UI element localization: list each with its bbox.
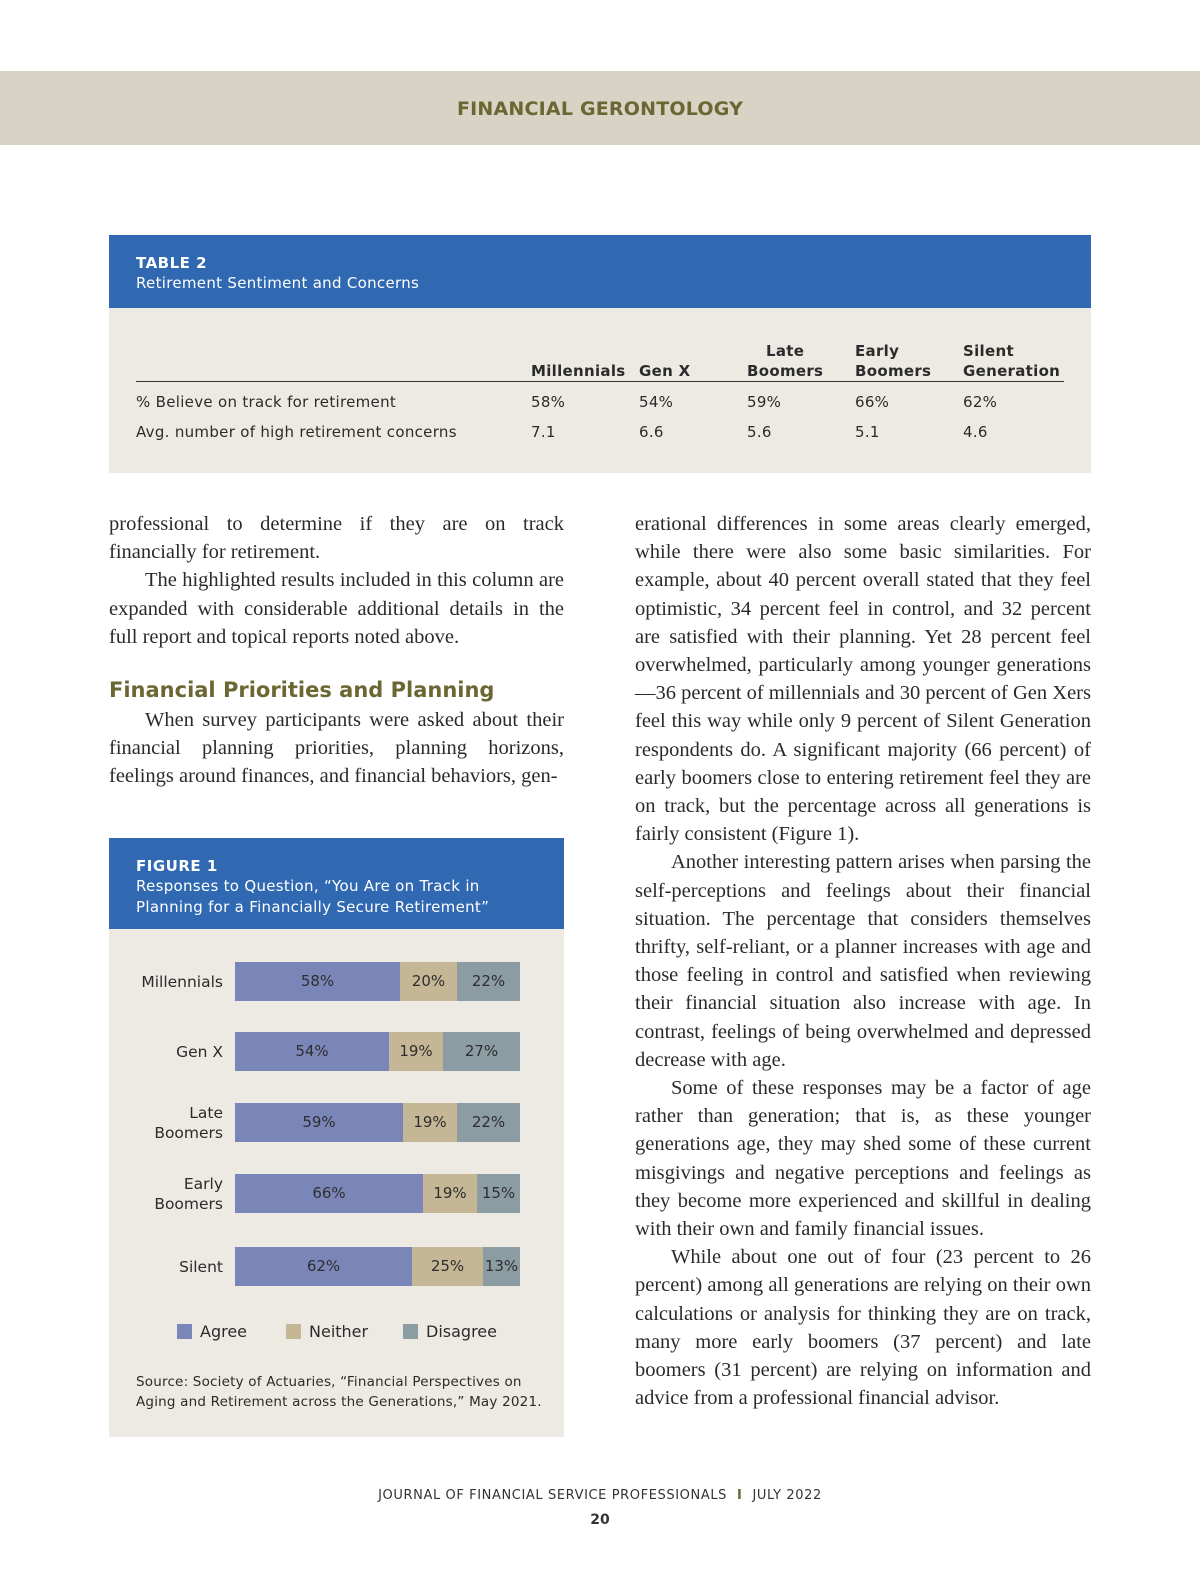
category-label: Millennials bbox=[141, 972, 223, 991]
body-paragraph: Some of these responses may be a factor of age rather than generation; that is, as these younger generations age, they may shed some of these current misgivings and negative perceptions and feelings as they become more experienced and skillful in dealing with their own and family financial issues. bbox=[635, 1077, 1091, 1241]
figure-1-label: FIGURE 1 bbox=[136, 857, 218, 875]
left-column-top bbox=[109, 510, 564, 651]
table-cell: 58% bbox=[531, 393, 566, 411]
row-label: Avg. number of high retirement concerns bbox=[136, 423, 457, 441]
table-2-caption: Retirement Sentiment and Concerns bbox=[136, 274, 420, 292]
table-2-label: TABLE 2 bbox=[136, 254, 208, 272]
table-cell: 4.6 bbox=[963, 423, 988, 441]
column-header: Late Boomers bbox=[747, 342, 824, 380]
running-header-title: FINANCIAL GERONTOLOGY bbox=[456, 98, 744, 120]
category-label: Silent bbox=[179, 1257, 223, 1276]
bar-segment-disagree: 13% bbox=[483, 1247, 520, 1286]
legend-neither bbox=[286, 1322, 368, 1341]
legend-swatch bbox=[177, 1324, 192, 1339]
bar-segment-neither: 19% bbox=[423, 1174, 477, 1213]
bar-segment-agree: 66% bbox=[235, 1174, 423, 1213]
table-cell: 59% bbox=[747, 393, 782, 411]
bar-segment-neither: 19% bbox=[403, 1103, 457, 1142]
figure-source: Source: Society of Actuaries, “Financial Perspectives on Aging and Retirement across the Generations,” May 2021. bbox=[136, 1374, 542, 1410]
body-paragraph: professional to determine if they are on track financially for retirement. bbox=[109, 513, 564, 564]
left-column-bottom bbox=[109, 706, 564, 791]
category-label: Late Boomers bbox=[154, 1103, 223, 1142]
body-paragraph: When survey participants were asked about their financial planning priorities, planning horizons, feelings around finances, and financial behaviors, gen- bbox=[109, 709, 564, 788]
bar-segment-neither: 20% bbox=[400, 962, 457, 1001]
table-cell: 5.6 bbox=[747, 423, 772, 441]
footer-separator: I bbox=[737, 1488, 743, 1503]
table-cell: 54% bbox=[639, 393, 674, 411]
bar-segment-agree: 62% bbox=[235, 1247, 412, 1286]
figure-1-header bbox=[109, 838, 564, 929]
legend-label: Agree bbox=[200, 1322, 248, 1341]
table-cell: 62% bbox=[963, 393, 998, 411]
column-header: Early Boomers bbox=[855, 342, 932, 380]
bar-segment-disagree: 27% bbox=[443, 1032, 520, 1071]
category-label: Gen X bbox=[176, 1042, 223, 1061]
table-header-rule bbox=[136, 381, 1064, 382]
legend-label: Disagree bbox=[426, 1322, 497, 1341]
page-number: 20 bbox=[590, 1512, 610, 1528]
bar-segment-neither: 19% bbox=[389, 1032, 443, 1071]
category-label: Early Boomers bbox=[154, 1174, 223, 1213]
body-paragraph: erational differences in some areas clearly emerged, while there were also some basic similarities. For example, about 40 percent overall stated that they feel optimistic, 34 percent feel in control, and 32 percent are satisfied with their planning. Yet 28 percent feel overwhelmed, particularly among younger generations—36 percent of millennials and 30 percent of Gen Xers feel this way while only 9 percent of Silent Generation respondents do. A significant majority (66 percent) of early boomers close to entering retirement feel they are on track, but the percentage across all generations is fairly consistent (Figure 1). bbox=[635, 513, 1091, 846]
column-header: Silent Generation bbox=[963, 342, 1061, 380]
table-cell: 66% bbox=[855, 393, 890, 411]
body-paragraph: The highlighted results included in this column are expanded with considerable additional details in the full report and topical reports noted above. bbox=[109, 569, 564, 648]
table-2 bbox=[109, 235, 1091, 473]
bar-segment-disagree: 15% bbox=[477, 1174, 520, 1213]
right-column bbox=[635, 510, 1091, 1413]
legend-swatch bbox=[403, 1324, 418, 1339]
footer bbox=[0, 1488, 1200, 1503]
bar-segment-disagree: 22% bbox=[457, 962, 520, 1001]
bar-segment-neither: 25% bbox=[412, 1247, 483, 1286]
bar-segment-agree: 58% bbox=[235, 962, 400, 1001]
figure-1 bbox=[109, 838, 564, 1437]
bar-segment-agree: 59% bbox=[235, 1103, 403, 1142]
bar-segment-agree: 54% bbox=[235, 1032, 389, 1071]
legend-agree bbox=[177, 1322, 247, 1341]
column-header: Millennials bbox=[531, 362, 626, 380]
table-cell: 7.1 bbox=[531, 423, 556, 441]
legend-disagree bbox=[403, 1322, 497, 1341]
table-cell: 5.1 bbox=[855, 423, 880, 441]
section-heading: Financial Priorities and Planning bbox=[109, 678, 495, 702]
body-paragraph: Another interesting pattern arises when parsing the self-perceptions and feelings about their financial situation. The percentage that considers themselves thrifty, self-reliant, or a planner increases with age and those feeling in control and satisfied when reviewing their financial situation also increase with age. In contrast, feelings of being overwhelmed and depressed decrease with age. bbox=[635, 851, 1091, 1071]
column-header: Gen X bbox=[639, 362, 691, 380]
figure-1-caption-line: Responses to Question, “You Are on Track in bbox=[136, 877, 480, 895]
issue-date: JULY 2022 bbox=[752, 1488, 822, 1503]
table-cell: 6.6 bbox=[639, 423, 664, 441]
legend-label: Neither bbox=[309, 1322, 369, 1341]
body-paragraph: While about one out of four (23 percent to 26 percent) among all generations are relying on their own calculations or analysis for thinking they are on track, many more early boomers (37 percent) and late boomers (31 percent) are relying on information and advice from a professional financial advisor. bbox=[635, 1246, 1091, 1410]
figure-1-caption-line: Planning for a Financially Secure Retirement” bbox=[136, 898, 490, 916]
journal-name: JOURNAL OF FINANCIAL SERVICE PROFESSIONALS bbox=[378, 1488, 728, 1503]
row-label: % Believe on track for retirement bbox=[136, 393, 397, 411]
table-2-header bbox=[109, 235, 1091, 308]
legend-swatch bbox=[286, 1324, 301, 1339]
bar-segment-disagree: 22% bbox=[457, 1103, 520, 1142]
